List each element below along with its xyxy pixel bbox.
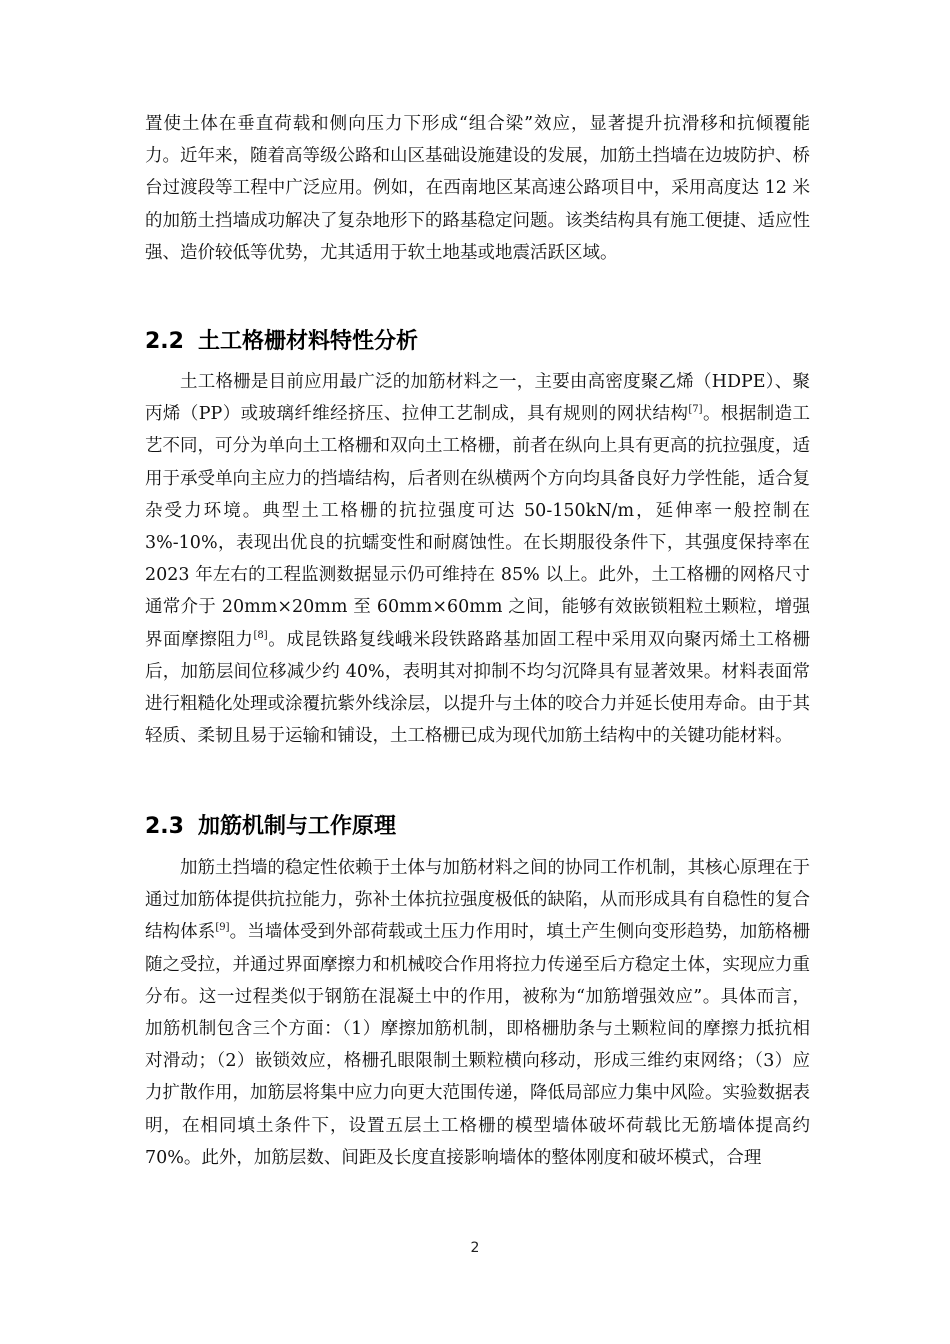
paragraph-text: 加筋土挡墙的稳定性依赖于土体与加筋材料之间的协同工作机制，其核心原理在于通过加筋体提供抗拉能力，弥补土体抗拉强度极低的缺陷，从而形成具有自稳性的复合结构体系 bbox=[145, 858, 810, 943]
section-2-2-paragraph bbox=[145, 366, 810, 752]
section-number: 2.2 bbox=[145, 329, 184, 354]
paragraph-text: 。当墙体受到外部荷载或土压力作用时，填土产生侧向变形趋势，加筋格栅随之受拉，并通过界面摩擦力和机械咬合作用将拉力传递至后方稳定土体，实现应力重分布。这一过程类似于钢筋在混凝土中的作用，被称为“加筋增强效应”。具体而言，加筋机制包含三个方面：（1）摩擦加筋机制，即格栅肋条与土颗粒间的摩擦力抵抗相对滑动；（2）嵌锁效应，格栅孔眼限制土颗粒横向移动，形成三维约束网络；（3）应力扩散作用，加筋层将集中应力向更大范围传递，降低局部应力集中风险。实验数据表明，在相同填土条件下，设置五层土工格栅的模型墙体破坏荷载比无筋墙体提高约 70%。此外，加筋层数、间距及长度直接影响墙体的整体刚度和破坏模式，合理 bbox=[145, 922, 811, 1168]
citation-marker: [9] bbox=[215, 922, 230, 934]
paragraph-text: 。根据制造工艺不同，可分为单向土工格栅和双向土工格栅，前者在纵向上具有更高的抗拉强度，适用于承受单向主应力的挡墙结构，后者则在纵横两个方向均具备良好力学性能，适合复杂受力环境。典型土工格栅的抗拉强度可达 50-150kN/m，延伸率一般控制在 3%-10%，表现出优良的抗蠕变性和耐腐蚀性。在长期服役条件下，其强度保持率在 2023 年左右的工程监测数据显示仍可维持在 85% 以上。此外，土工格栅的网格尺寸通常介于 20mm×20mm 至 60mm×60mm 之间，能够有效嵌锁粗粒土颗粒，增强界面摩擦阻力 bbox=[145, 404, 810, 650]
paragraph-text: 。成昆铁路复线峨米段铁路路基加固工程中采用双向聚丙烯土工格栅后，加筋层间位移减少约 40%，表明其对抑制不均匀沉降具有显著效果。材料表面常进行粗糙化处理或涂覆抗紫外线涂层，以提升与土体的咬合力并延长使用寿命。由于其轻质、柔韧且易于运输和铺设，土工格栅已成为现代加筋土结构中的关键功能材料。 bbox=[145, 629, 811, 747]
section-heading-2-3 bbox=[145, 812, 396, 842]
intro-text: 置使土体在垂直荷载和侧向压力下形成“组合梁”效应，显著提升抗滑移和抗倾覆能力。近年来，随着高等级公路和山区基础设施建设的发展，加筋土挡墙在边坡防护、桥台过渡段等工程中广泛应用。例如，在西南地区某高速公路项目中，采用高度达 12 米的加筋土挡墙成功解决了复杂地形下的路基稳定问题。该类结构具有施工便捷、适应性强、造价较低等优势，尤其适用于软土地基或地震活跃区域。 bbox=[145, 114, 810, 263]
section-title: 加筋机制与工作原理 bbox=[197, 814, 396, 839]
paragraph-text: 土工格栅是目前应用最广泛的加筋材料之一，主要由高密度聚乙烯（HDPE）、聚丙烯（PP）或玻璃纤维经挤压、拉伸工艺制成，具有规则的网状结构 bbox=[145, 372, 810, 425]
intro-paragraph bbox=[145, 108, 810, 269]
citation-marker: [8] bbox=[253, 629, 268, 641]
section-2-3-paragraph bbox=[145, 852, 810, 1174]
section-number: 2.3 bbox=[145, 814, 184, 839]
section-title: 土工格栅材料特性分析 bbox=[197, 329, 418, 354]
section-heading-2-2 bbox=[145, 327, 418, 357]
page-number: 2 bbox=[470, 1240, 480, 1256]
citation-marker: [7] bbox=[688, 404, 703, 416]
